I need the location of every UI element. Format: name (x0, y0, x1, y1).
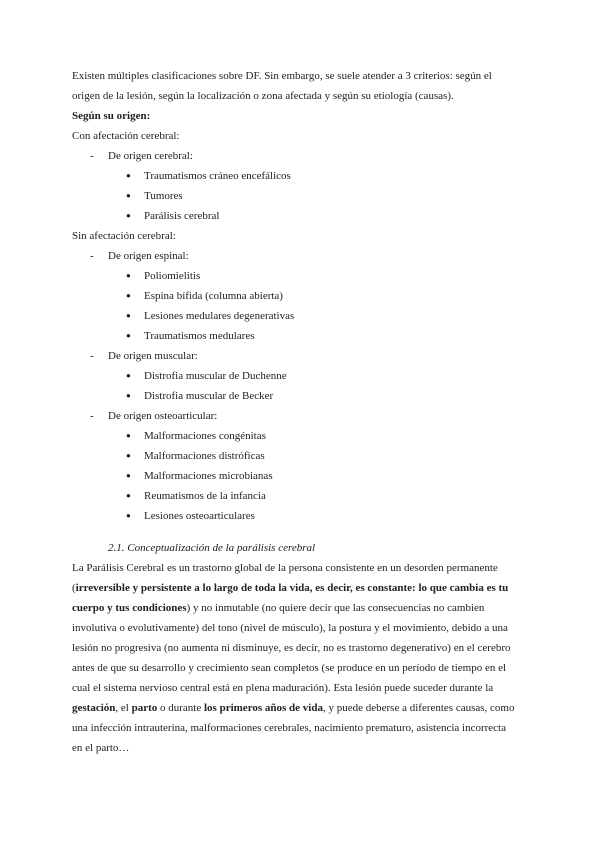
bullet-icon: ● (126, 171, 131, 180)
dash-marker: - (90, 410, 94, 422)
paragraph-line: La Parálisis Cerebral es un trastorno global de la persona consistente en un desorden permanente (72, 562, 498, 574)
category-label-sin-afectacion: Sin afectación cerebral: (72, 230, 176, 242)
category-label-con-afectacion: Con afectación cerebral: (72, 130, 180, 142)
list-item: ● Malformaciones congénitas (72, 426, 528, 446)
dash-marker: - (90, 150, 94, 162)
bullet-icon: ● (126, 211, 131, 220)
paragraph-line: lesión no progresiva (no aumenta ni disminuye, es decir, no es trastorno degenerativo) en el cerebro (72, 642, 511, 654)
bullet-icon: ● (126, 451, 131, 460)
list-item: ● Malformaciones microbianas (72, 466, 528, 486)
paragraph-line: cuerpo y tus condiciones) y no inmutable (no quiere decir que las consecuencias no cambien (72, 602, 485, 614)
list-item: ● Tumores (72, 186, 528, 206)
list-item: ● Distrofia muscular de Duchenne (72, 366, 528, 386)
intro-line: Existen múltiples clasificaciones sobre DF. Sin embargo, se suele atender a 3 criterios: según el (72, 70, 492, 82)
intro-line: origen de la lesión, según la localización o zona afectada y según su etiología (causas). (72, 90, 454, 102)
paragraph-line: (irreversible y persistente a lo largo de toda la vida, es decir, es constante: lo que cambia es tu (72, 582, 509, 594)
bullet-icon: ● (126, 431, 131, 440)
paragraph-line: una infección intrauterina, malformaciones cerebrales, nacimiento prematuro, asistencia incorrecta (72, 722, 506, 734)
paragraph-line: en el parto… (72, 742, 130, 754)
list-item: ● Traumatismos cráneo encefálicos (72, 166, 528, 186)
group-label: - De origen muscular: (72, 346, 528, 366)
bullet-icon: ● (126, 471, 131, 480)
list-item: ● Poliomielitis (72, 266, 528, 286)
dash-marker: - (90, 250, 94, 262)
paragraph-line: involutiva o evolutivamente) del tono (nivel de músculo), la postura y el movimiento, debido a una (72, 622, 508, 634)
bullet-icon: ● (126, 271, 131, 280)
group-label: - De origen espinal: (72, 246, 528, 266)
paragraph-line: antes de que su desarrollo y crecimiento sean completos (se produce en un período de tiempo en el (72, 662, 507, 674)
bullet-icon: ● (126, 191, 131, 200)
bullet-icon: ● (126, 511, 131, 520)
list-item: ● Distrofia muscular de Becker (72, 386, 528, 406)
group-label: - De origen cerebral: (72, 146, 528, 166)
bullet-icon: ● (126, 291, 131, 300)
document-content (72, 66, 528, 758)
bullet-icon: ● (126, 371, 131, 380)
list-item: ● Traumatismos medulares (72, 326, 528, 346)
group-label: - De origen osteoarticular: (72, 406, 528, 426)
dash-marker: - (90, 350, 94, 362)
list-item: ● Espina bífida (columna abierta) (72, 286, 528, 306)
bullet-icon: ● (126, 311, 131, 320)
list-item: ● Lesiones medulares degenerativas (72, 306, 528, 326)
list-item: ● Reumatismos de la infancia (72, 486, 528, 506)
bullet-icon: ● (126, 331, 131, 340)
list-item: ● Lesiones osteoarticulares (72, 506, 528, 526)
list-item: ● Parálisis cerebral (72, 206, 528, 226)
paragraph-line: cual el sistema nervioso central está en plena maduración). Esta lesión puede suceder durante la (72, 682, 494, 694)
paragraph-line: gestación, el parto o durante los primeros años de vida, y puede deberse a diferentes causas, como (72, 702, 515, 714)
bullet-icon: ● (126, 491, 131, 500)
bullet-icon: ● (126, 391, 131, 400)
section-title-origin: Según su origen: (72, 110, 151, 122)
list-item: ● Malformaciones distróficas (72, 446, 528, 466)
subsection-heading: 2.1. Conceptualización de la parálisis cerebral (108, 542, 316, 554)
